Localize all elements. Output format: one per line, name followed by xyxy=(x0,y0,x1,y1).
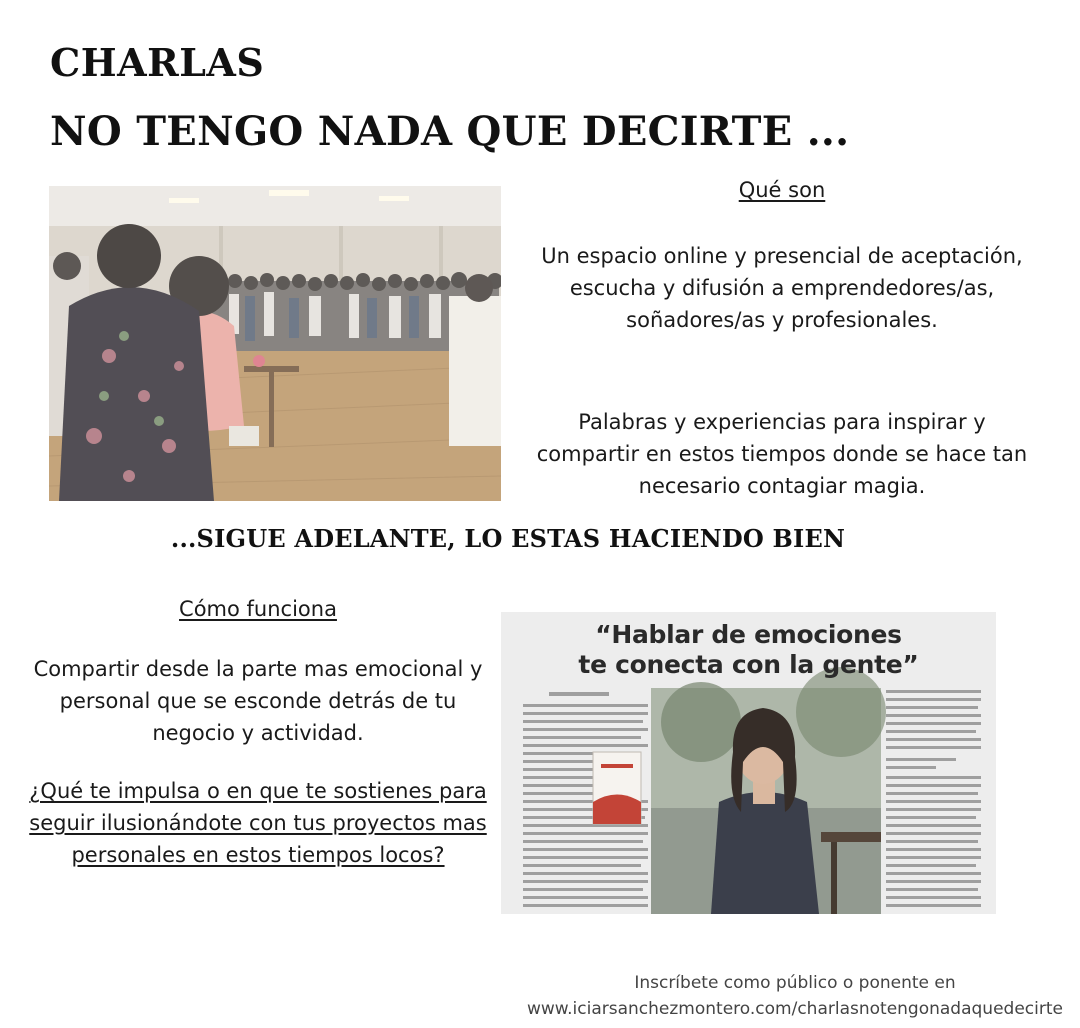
footer xyxy=(500,970,1080,1022)
que-son-heading: Qué son xyxy=(738,178,826,202)
tagline: ...SIGUE ADELANTE, LO ESTAS HACIENDO BIEN xyxy=(170,524,846,553)
newspaper-headline xyxy=(501,620,996,680)
footer-cta: Inscríbete como público o ponente en xyxy=(634,973,956,993)
como-funciona-question: ¿Qué te impulsa o en que te sostienes para seguir ilusionándote con tus proyectos mas personales en estos tiempos locos? xyxy=(29,779,487,867)
que-son-paragraph-1: Un espacio online y presencial de aceptación, escucha y difusión a emprendedores/as, soñadores/as y profesionales. xyxy=(541,244,1023,332)
page-subtitle: NO TENGO NADA QUE DECIRTE ... xyxy=(50,108,850,155)
que-son-paragraph-2: Palabras y experiencias para inspirar y compartir en estos tiempos donde se hace tan necesario contagiar magia. xyxy=(536,410,1028,498)
como-funciona-paragraph: Compartir desde la parte mas emocional y personal que se esconde detrás de tu negocio y actividad. xyxy=(33,657,483,745)
event-photo xyxy=(49,186,501,501)
footer-url[interactable]: www.iciarsanchezmontero.com/charlasnotengonadaquedecirte xyxy=(527,999,1063,1019)
event-photo-illustration xyxy=(49,186,501,501)
newspaper-headline-line-2: te conecta con la gente” xyxy=(578,650,919,679)
newspaper-clipping xyxy=(501,612,996,914)
como-funciona-heading: Cómo funciona xyxy=(179,597,337,621)
page-title: CHARLAS xyxy=(50,40,265,85)
newspaper-headline-line-1: “Hablar de emociones xyxy=(595,620,902,649)
